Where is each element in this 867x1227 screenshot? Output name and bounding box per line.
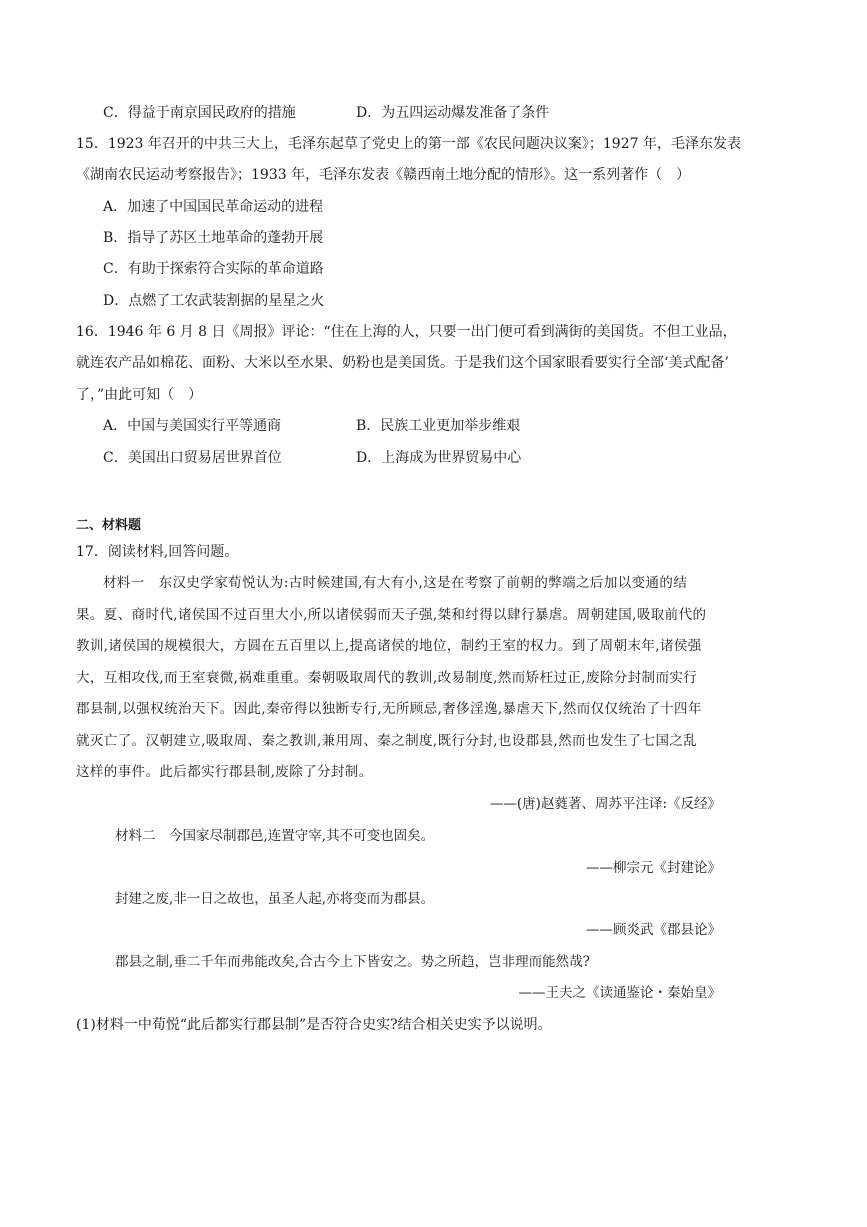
q15-stem-line-2: 《湖南农民运动考察报告》；1933 年，毛泽东发表《赣西南土地分配的情形》。这一系列著作（ ） bbox=[76, 167, 691, 183]
material-1-line: 就灭亡了。汉朝建立,吸取周、秦之教训,兼用周、秦之制度,既行分封,也设郡县,然而也发生了七国之乱 bbox=[76, 732, 698, 749]
q15-option-d[interactable]: D．点燃了工农武装割据的星星之火 bbox=[103, 293, 325, 309]
q15-option-c[interactable]: C．有助于探索符合实际的革命道路 bbox=[103, 261, 324, 277]
q16-stem-line-3: 了，”由此可知（ ） bbox=[76, 387, 203, 403]
q15-option-b[interactable]: B．指导了苏区土地革命的蓬勃开展 bbox=[103, 230, 324, 246]
material-1-line: 郡县制,以强权统治天下。因此,秦帝得以独断专行,无所顾忌,奢侈淫逸,暴虐天下,然而仅仅统治了十四年 bbox=[76, 701, 702, 717]
material-2-quote-3: 郡县之制,垂二千年而弗能改矣,合古今上下皆安之。势之所趋，岂非理而能然哉? bbox=[115, 954, 590, 970]
q16-option-c[interactable]: C．美国出口贸易居世界首位 bbox=[103, 450, 282, 466]
material-2-quote-2: 封建之废,非一日之故也，虽圣人起,亦将变而为郡县。 bbox=[115, 891, 435, 907]
q14-option-d[interactable]: D．为五四运动爆发准备了条件 bbox=[356, 105, 550, 121]
q16-stem-line-2: 就连农产品如棉花、面粉、大米以至水果、奶粉也是美国货。于是我们这个国家眼看要实行全部‘美式配备’ bbox=[76, 355, 729, 371]
q16-option-b[interactable]: B．民族工业更加举步维艰 bbox=[356, 418, 521, 434]
q17-sub-question-1: (1)材料一中荀悦“此后都实行郡县制”是否符合史实?结合相关史实予以说明。 bbox=[76, 1017, 552, 1033]
q14-option-c[interactable]: C．得益于南京国民政府的措施 bbox=[103, 105, 296, 121]
material-1-line: 大，互相攻伐,而王室衰微,祸难重重。秦朝吸取周代的教训,改易制度,然而矫枉过正,废除分封制而实行 bbox=[76, 669, 698, 686]
material-1-source: ——(唐)赵蕤著、周苏平注译:《反经》 bbox=[489, 796, 721, 812]
q16-stem-line-1: 16．1946 年 6 月 8 日《周报》评论：“住在上海的人，只要一出门便可看到满街的美国货。不但工业品， bbox=[76, 324, 737, 340]
q15-option-a[interactable]: A．加速了中国国民革命运动的进程 bbox=[103, 199, 324, 215]
material-2-quote-1: 材料二 今国家尽制郡邑,连置守宰,其不可变也固矣。 bbox=[115, 828, 435, 844]
material-1-line: 材料一 东汉史学家荀悦认为:古时候建国,有大有小,这是在考察了前朝的弊端之后加以变通的结 bbox=[103, 575, 688, 591]
material-1-line: 教训,诸侯国的规模很大，方圆在五百里以上,提高诸侯的地位，制约王室的权力。到了周朝末年,诸侯强 bbox=[76, 638, 702, 654]
material-2-source-1: ——柳宗元《封建论》 bbox=[586, 860, 721, 876]
q17-material-1 bbox=[76, 568, 721, 789]
material-2-source-2: ——顾炎武《郡县论》 bbox=[586, 922, 721, 938]
material-1-line: 果。夏、商时代,诸侯国不过百里大小,所以诸侯弱而天子强,桀和纣得以肆行暴虐。周朝建国,吸取前代的 bbox=[76, 606, 707, 623]
q15-stem-line-1: 15．1923 年召开的中共三大上，毛泽东起草了党史上的第一部《农民问题决议案》；1927 年，毛泽东发表 bbox=[76, 136, 741, 152]
q17-stem: 17．阅读材料,回答问题。 bbox=[76, 544, 239, 560]
q16-option-d[interactable]: D．上海成为世界贸易中心 bbox=[356, 450, 522, 466]
q16-option-a[interactable]: A．中国与美国实行平等通商 bbox=[103, 418, 282, 434]
material-1-line: 这样的事件。此后都实行郡县制,废除了分封制。 bbox=[76, 764, 373, 780]
section-heading: 二、材料题 bbox=[76, 518, 142, 533]
material-2-source-3: ——王夫之《读通鉴论・秦始皇》 bbox=[518, 985, 721, 1001]
